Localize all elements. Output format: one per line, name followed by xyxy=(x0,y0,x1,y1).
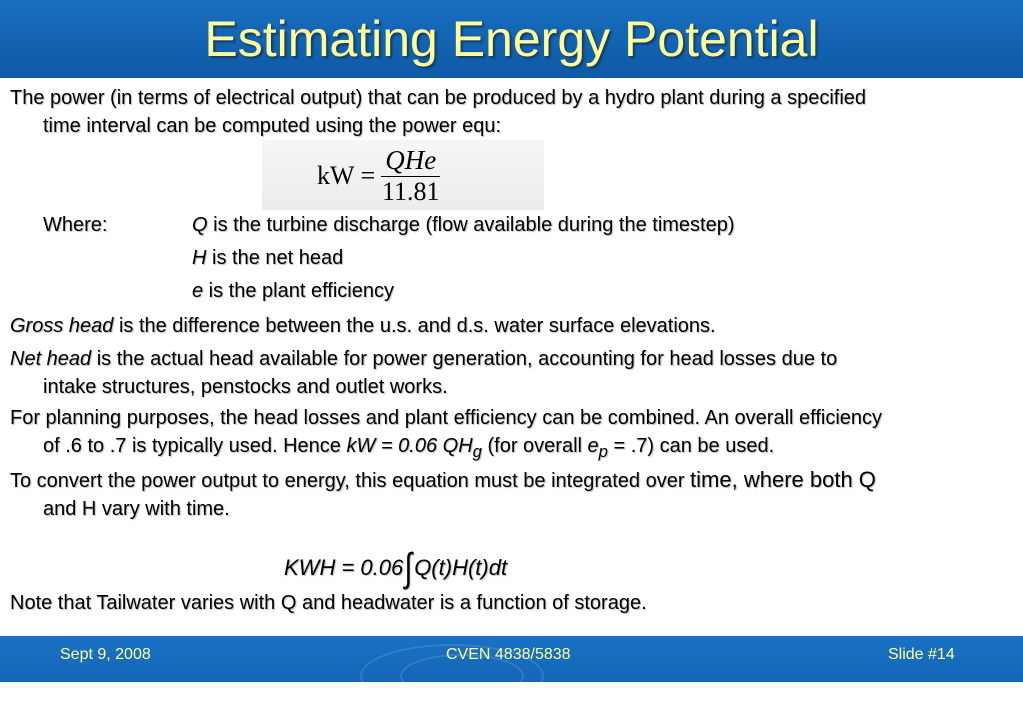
equation-numerator: QHe xyxy=(381,144,440,177)
footer-slide-number: Slide #14 xyxy=(888,646,955,663)
gross-head-paragraph xyxy=(10,312,1010,340)
gross-head-term: Gross head xyxy=(10,315,114,337)
net-head-term: Net head xyxy=(10,348,92,370)
convert-paragraph: To convert the power output to energy, this equation must be integrated over time, where both Q and H vary with time. xyxy=(10,467,876,520)
footer-course: CVEN 4838/5838 xyxy=(446,646,571,663)
where-item-h: H is the net head xyxy=(192,247,344,269)
equation-denominator: 11.81 xyxy=(381,177,440,206)
intro-line-1: The power (in terms of electrical output) that can be produced by a hydro plant during a specified xyxy=(10,87,867,109)
intro-line-2: time interval can be computed using the power equ: xyxy=(43,115,502,137)
net-head-paragraph: Net head is the actual head available for power generation, accounting for head losses due to intake structures, penstocks and outlet works. xyxy=(10,348,838,398)
where-item-e: e is the plant efficiency xyxy=(192,280,394,302)
title-bar xyxy=(0,0,1023,78)
planning-paragraph: For planning purposes, the head losses and plant efficiency can be combined. An overall efficiency of .6 to .7 is typically used. Hence kW = 0.06 $QH_g$ (for overall $e_p = .7$) can be used. xyxy=(10,407,883,461)
footer-date: Sept 9, 2008 xyxy=(60,646,151,663)
intro-paragraph xyxy=(10,84,1010,140)
integral-symbol: ∫ xyxy=(404,546,413,590)
gross-head-text: is the difference between the u.s. and d.s. water surface elevations. xyxy=(113,315,716,337)
slide-title: Estimating Energy Potential xyxy=(204,11,819,67)
equation-lhs: kW = xyxy=(317,160,376,190)
energy-equation: KWH = 0.06∫Q(t)H(t)dt xyxy=(284,546,508,590)
power-equation xyxy=(262,140,544,210)
planning-formula: kW = 0.06 QH xyxy=(346,435,473,457)
footer-bar xyxy=(0,636,1023,682)
note-paragraph: Note that Tailwater varies with Q and headwater is a function of storage. xyxy=(10,592,647,614)
where-label: Where: xyxy=(43,214,108,236)
where-item-q: Q is the turbine discharge (flow available during the timestep) xyxy=(192,214,735,236)
